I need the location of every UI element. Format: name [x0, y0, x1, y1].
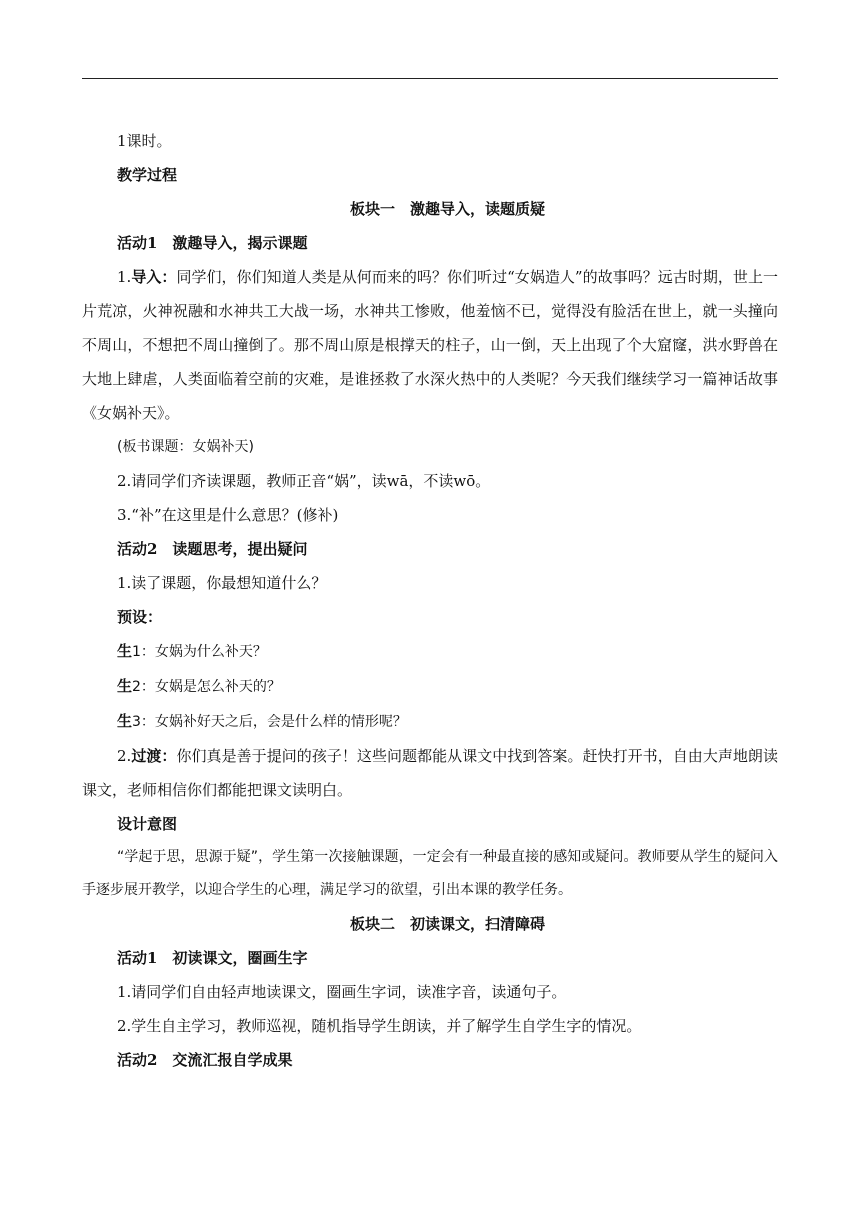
intro-label: 导入：	[131, 268, 177, 286]
student-answer-text: 2：女娲是怎么补天的？	[132, 679, 281, 695]
reading-step-1: 1.请同学们自由轻声地读课文，圈画生字词，读准字音，读通句子。	[117, 983, 567, 1001]
transition-text: 你们真是善于提问的孩子！这些问题都能从课文中找到答案。赶快打开书，自由大声地朗读课文，老师相信你们都能把课文读明白。	[82, 747, 778, 799]
student-answer-2	[82, 669, 778, 704]
student-label: 生	[117, 677, 133, 695]
heading-teaching-process: 教学过程	[117, 166, 178, 184]
activity-1-title: 活动1 激趣导入，揭示课题	[117, 234, 308, 252]
board-note: (板书课题：女娲补天)	[117, 439, 254, 455]
activity-2-title: 活动2 读题思考，提出疑问	[117, 540, 308, 558]
section-2-title: 板块二 初读课文，扫清障碍	[349, 915, 545, 933]
document-body	[82, 124, 778, 1077]
section-1-title: 板块一 激趣导入，读题质疑	[349, 200, 545, 218]
step-3-text: 3.“补”在这里是什么意思？(修补)	[117, 506, 339, 524]
transition-label: 过渡：	[131, 747, 177, 765]
activity-4-title: 活动2 交流汇报自学成果	[117, 1051, 293, 1069]
transition-number: 2.	[117, 747, 132, 765]
intro-paragraph	[82, 260, 778, 430]
student-answer-1	[82, 634, 778, 669]
step-2-text: 2.请同学们齐读课题，教师正音“娲”，读wā，不读wō。	[117, 472, 491, 490]
student-label: 生	[117, 642, 133, 660]
student-label: 生	[117, 712, 133, 730]
student-answer-text: 1：女娲为什么补天？	[132, 644, 267, 660]
preset-label: 预设：	[117, 608, 163, 626]
duration-text: 1课时。	[117, 132, 172, 150]
design-intent-title: 设计意图	[117, 815, 178, 833]
intro-number: 1.	[117, 268, 132, 286]
header-rule	[82, 78, 778, 79]
reading-step-2: 2.学生自主学习，教师巡视，随机指导学生朗读，并了解学生自学生字的情况。	[117, 1017, 642, 1035]
activity-3-title: 活动1 初读课文，圈画生字	[117, 949, 308, 967]
question-1: 1.读了课题，你最想知道什么？	[117, 574, 327, 592]
design-intent-text: “学起于思，思源于疑”，学生第一次接触课题，一定会有一种最直接的感知或疑问。教师要从学生的疑问入手逐步展开教学，以迎合学生的心理，满足学习的欲望，引出本课的教学任务。	[82, 849, 778, 898]
student-answer-3	[82, 704, 778, 739]
intro-text: 同学们，你们知道人类是从何而来的吗？你们听过“女娲造人”的故事吗？远古时期，世上一片荒凉，火神祝融和水神共工大战一场，水神共工惨败，他羞恼不已，觉得没有脸活在世上，就一头撞向不周山，不想把不周山撞倒了。那不周山原是根撑天的柱子，山一倒，天上出现了个大窟窿，洪水野兽在大地上肆虐，人类面临着空前的灾难，是谁拯救了水深火热中的人类呢？今天我们继续学习一篇神话故事《女娲补天》。	[82, 268, 778, 422]
transition-paragraph	[82, 739, 778, 807]
student-answer-text: 3：女娲补好天之后，会是什么样的情形呢？	[132, 714, 407, 730]
